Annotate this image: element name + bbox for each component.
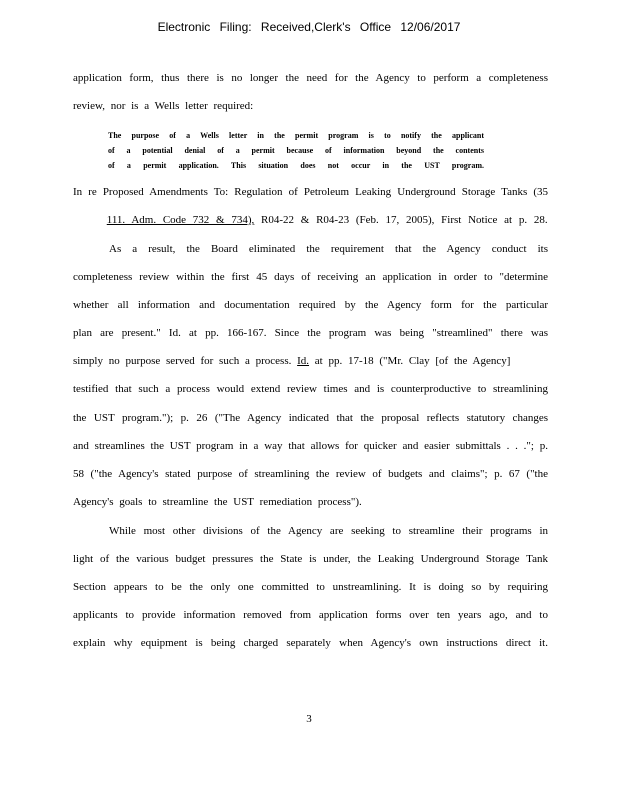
body-line-1: application form, thus there is no longer the need for the Agency to perform a completeness [73,72,548,84]
p3-line-2: light of the various budget pressures the State is under, the Leaking Underground Storage Tank [73,553,548,565]
id-cite: Id. [297,355,310,367]
p2-line-10: Agency's goals to streamline the UST remediation process"). [73,496,362,508]
body-line-2: review, nor is a Wells letter required: [73,100,254,112]
block-quote-line-3: of a permit application. This situation does not occur in the UST program. [108,160,484,171]
filing-header: Electronic Filing: Received,Clerk's Office 12/06/2017 [157,20,461,34]
p2-line-7: the UST program."); p. 26 ("The Agency indicated that the proposal reflects statutory changes [73,412,548,424]
p2-line-6: testified that such a process would extend review times and is counterproductive to streamlining [73,383,548,395]
p2-line-1: As a result, the Board eliminated the requirement that the Agency conduct its [109,243,548,255]
block-quote-line-2: of a potential denial of a permit because of information beyond the contents [108,145,484,156]
page-number: 3 [306,713,312,725]
p2-line-9: 58 ("the Agency's stated purpose of streamlining the review of budgets and claims"; p. 67 ("the [73,468,548,480]
citation-line-1: In re Proposed Amendments To: Regulation of Petroleum Leaking Underground Storage Tanks (35 [73,186,548,198]
p2-line-2: completeness review within the first 45 days of receiving an application in order to "determine [73,271,548,283]
p2-line-3: whether all information and documentation required by the Agency form for the particular [73,299,548,311]
block-quote-line-1: The purpose of a Wells letter in the permit program is to notify the applicant [108,130,484,141]
p3-line-5: explain why equipment is being charged separately when Agency's own instructions direct it. [73,637,548,649]
p2-line-5-b: at pp. 17-18 ("Mr. Clay [of the Agency] [309,355,511,367]
citation-line-2 [73,214,548,226]
p3-line-1: While most other divisions of the Agency are seeking to streamline their programs in [109,525,548,537]
citation-underlined: 111. Adm. Code 732 & 734), [106,214,255,226]
p3-line-3: Section appears to be the only one committed to unstreamlining. It is doing so by requiring [73,581,548,593]
citation-rest: R04-22 & R04-23 (Feb. 17, 2005), First Notice at p. 28. [254,214,548,226]
p3-line-4: applicants to provide information removed from application forms over ten years ago, and to [73,609,548,621]
p2-line-4: plan are present." Id. at pp. 166-167. Since the program was being "streamlined" there was [73,327,548,339]
p2-line-5-a: simply no purpose served for such a process. [73,355,298,367]
p2-line-5 [73,355,548,367]
p2-line-8: and streamlines the UST program in a way that allows for quicker and easier submittals . . ."; p. [73,440,548,452]
